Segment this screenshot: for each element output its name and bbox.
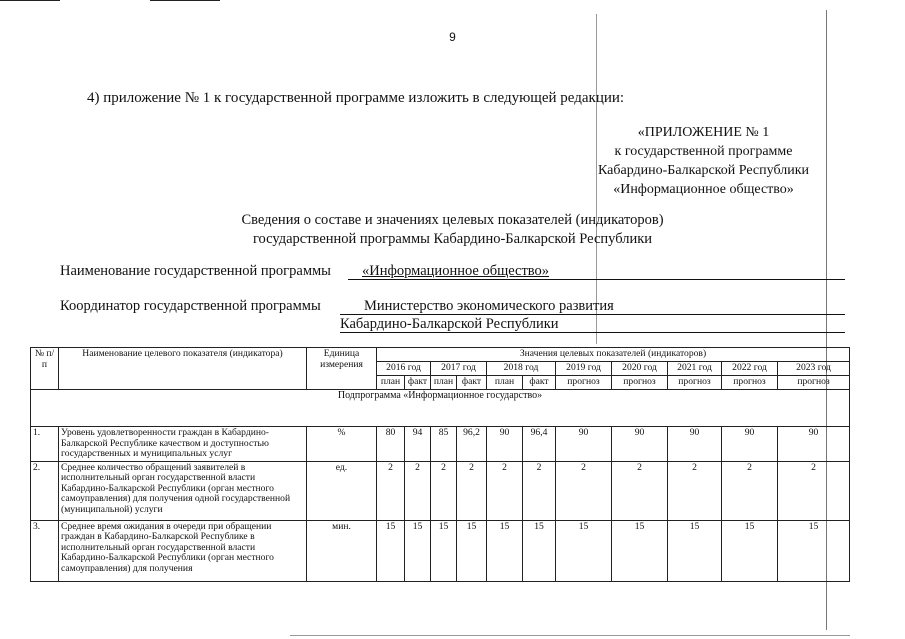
- row-value: 2: [612, 461, 668, 520]
- row-value: 15: [377, 520, 405, 581]
- row-value: 80: [377, 427, 405, 462]
- row-value: 94: [405, 427, 431, 462]
- header-plan: план: [487, 376, 523, 390]
- coordinator-label: Координатор государственной программы: [60, 298, 321, 314]
- row-value: 15: [612, 520, 668, 581]
- row-value: 2: [778, 461, 850, 520]
- header-forecast: прогноз: [778, 376, 850, 390]
- header-year-2023: 2023 год: [778, 362, 850, 376]
- header-forecast: прогноз: [556, 376, 612, 390]
- header-plan: план: [431, 376, 457, 390]
- appendix-line-2: к государственной программе: [614, 144, 793, 159]
- scan-artifact-bottom: [290, 635, 850, 636]
- row-value: 2: [431, 461, 457, 520]
- row-value: 90: [556, 427, 612, 462]
- row-indicator-name: Среднее время ожидания в очереди при обращении граждан в Кабардино-Балкарской Республике в исполнительный орган государственной власти Кабардино-Балкарской Республики (орган местного самоуправления) для получения: [59, 520, 307, 581]
- header-forecast: прогноз: [612, 376, 668, 390]
- row-value: 2: [457, 461, 487, 520]
- appendix-line-4: «Информационное общество»: [613, 182, 794, 197]
- header-num: № п/п: [31, 348, 59, 390]
- header-year-2017: 2017 год: [431, 362, 487, 376]
- row-value: 15: [668, 520, 722, 581]
- scan-artifact-top-2: [150, 0, 220, 1]
- row-value: 15: [405, 520, 431, 581]
- table-row: [31, 461, 850, 520]
- program-field: [60, 263, 845, 281]
- row-value: 15: [431, 520, 457, 581]
- scan-fold-line: [596, 14, 597, 344]
- title-line-1: Сведения о составе и значениях целевых показателей (индикаторов): [241, 212, 664, 228]
- row-value: 2: [668, 461, 722, 520]
- header-fact: факт: [405, 376, 431, 390]
- row-num: 2.: [31, 461, 59, 520]
- subprogram-title: Подпрограмма «Информационное государство»: [31, 390, 850, 427]
- header-forecast: прогноз: [722, 376, 778, 390]
- document-title: [0, 211, 905, 249]
- row-num: 1.: [31, 427, 59, 462]
- header-year-2016: 2016 год: [377, 362, 431, 376]
- header-row-1: [31, 348, 850, 362]
- table-row: [31, 427, 850, 462]
- row-value: 2: [556, 461, 612, 520]
- coordinator-value-1: Министерство экономического развития: [364, 298, 614, 314]
- header-year-2021: 2021 год: [668, 362, 722, 376]
- row-value: 85: [431, 427, 457, 462]
- scan-artifact-top: [0, 0, 60, 1]
- header-unit: Единица измерения: [307, 348, 377, 390]
- row-value: 90: [722, 427, 778, 462]
- instruction-text: 4) приложение № 1 к государственной программе изложить в следующей редакции:: [87, 90, 625, 106]
- header-fact: факт: [457, 376, 487, 390]
- row-indicator-name: Среднее количество обращений заявителей в исполнительный орган государственной власти Кабардино-Балкарской Республики (орган местного самоуправления) для получения одной государственной (муниципальной) услуги: [59, 461, 307, 520]
- header-name: Наименование целевого показателя (индикатора): [59, 348, 307, 390]
- header-year-2019: 2019 год: [556, 362, 612, 376]
- header-values: Значения целевых показателей (индикаторов): [377, 348, 850, 362]
- header-year-2022: 2022 год: [722, 362, 778, 376]
- row-value: 90: [487, 427, 523, 462]
- row-value: 2: [722, 461, 778, 520]
- subprogram-row: [31, 390, 850, 427]
- row-value: 2: [377, 461, 405, 520]
- header-year-2020: 2020 год: [612, 362, 668, 376]
- row-value: 15: [556, 520, 612, 581]
- row-unit: мин.: [307, 520, 377, 581]
- coordinator-field: [60, 298, 845, 338]
- row-value: 90: [612, 427, 668, 462]
- row-value: 90: [668, 427, 722, 462]
- row-value: 90: [778, 427, 850, 462]
- row-value: 96,2: [457, 427, 487, 462]
- title-line-2: государственной программы Кабардино-Балкарской Республики: [252, 231, 653, 247]
- header-fact: факт: [523, 376, 556, 390]
- header-plan: план: [377, 376, 405, 390]
- table-row: [31, 520, 850, 581]
- indicators-table: [30, 347, 850, 582]
- row-value: 15: [722, 520, 778, 581]
- header-forecast: прогноз: [668, 376, 722, 390]
- coordinator-value-2: Кабардино-Балкарской Республики: [340, 316, 559, 332]
- appendix-heading: [598, 123, 809, 199]
- row-value: 15: [457, 520, 487, 581]
- row-value: 15: [487, 520, 523, 581]
- row-value: 2: [405, 461, 431, 520]
- row-value: 2: [523, 461, 556, 520]
- program-value: «Информационное общество»: [362, 263, 550, 279]
- row-num: 3.: [31, 520, 59, 581]
- row-value: 15: [523, 520, 556, 581]
- row-value: 15: [778, 520, 850, 581]
- row-unit: %: [307, 427, 377, 462]
- program-label: Наименование государственной программы: [60, 263, 331, 279]
- page-number: 9: [449, 30, 456, 44]
- row-value: 96,4: [523, 427, 556, 462]
- header-year-2018: 2018 год: [487, 362, 556, 376]
- appendix-line-1: «ПРИЛОЖЕНИЕ № 1: [637, 125, 770, 140]
- row-unit: ед.: [307, 461, 377, 520]
- appendix-line-3: Кабардино-Балкарской Республики: [598, 163, 809, 178]
- row-indicator-name: Уровень удовлетворенности граждан в Кабардино-Балкарской Республике качеством и доступностью государственных и муниципальных услуг: [59, 427, 307, 462]
- row-value: 2: [487, 461, 523, 520]
